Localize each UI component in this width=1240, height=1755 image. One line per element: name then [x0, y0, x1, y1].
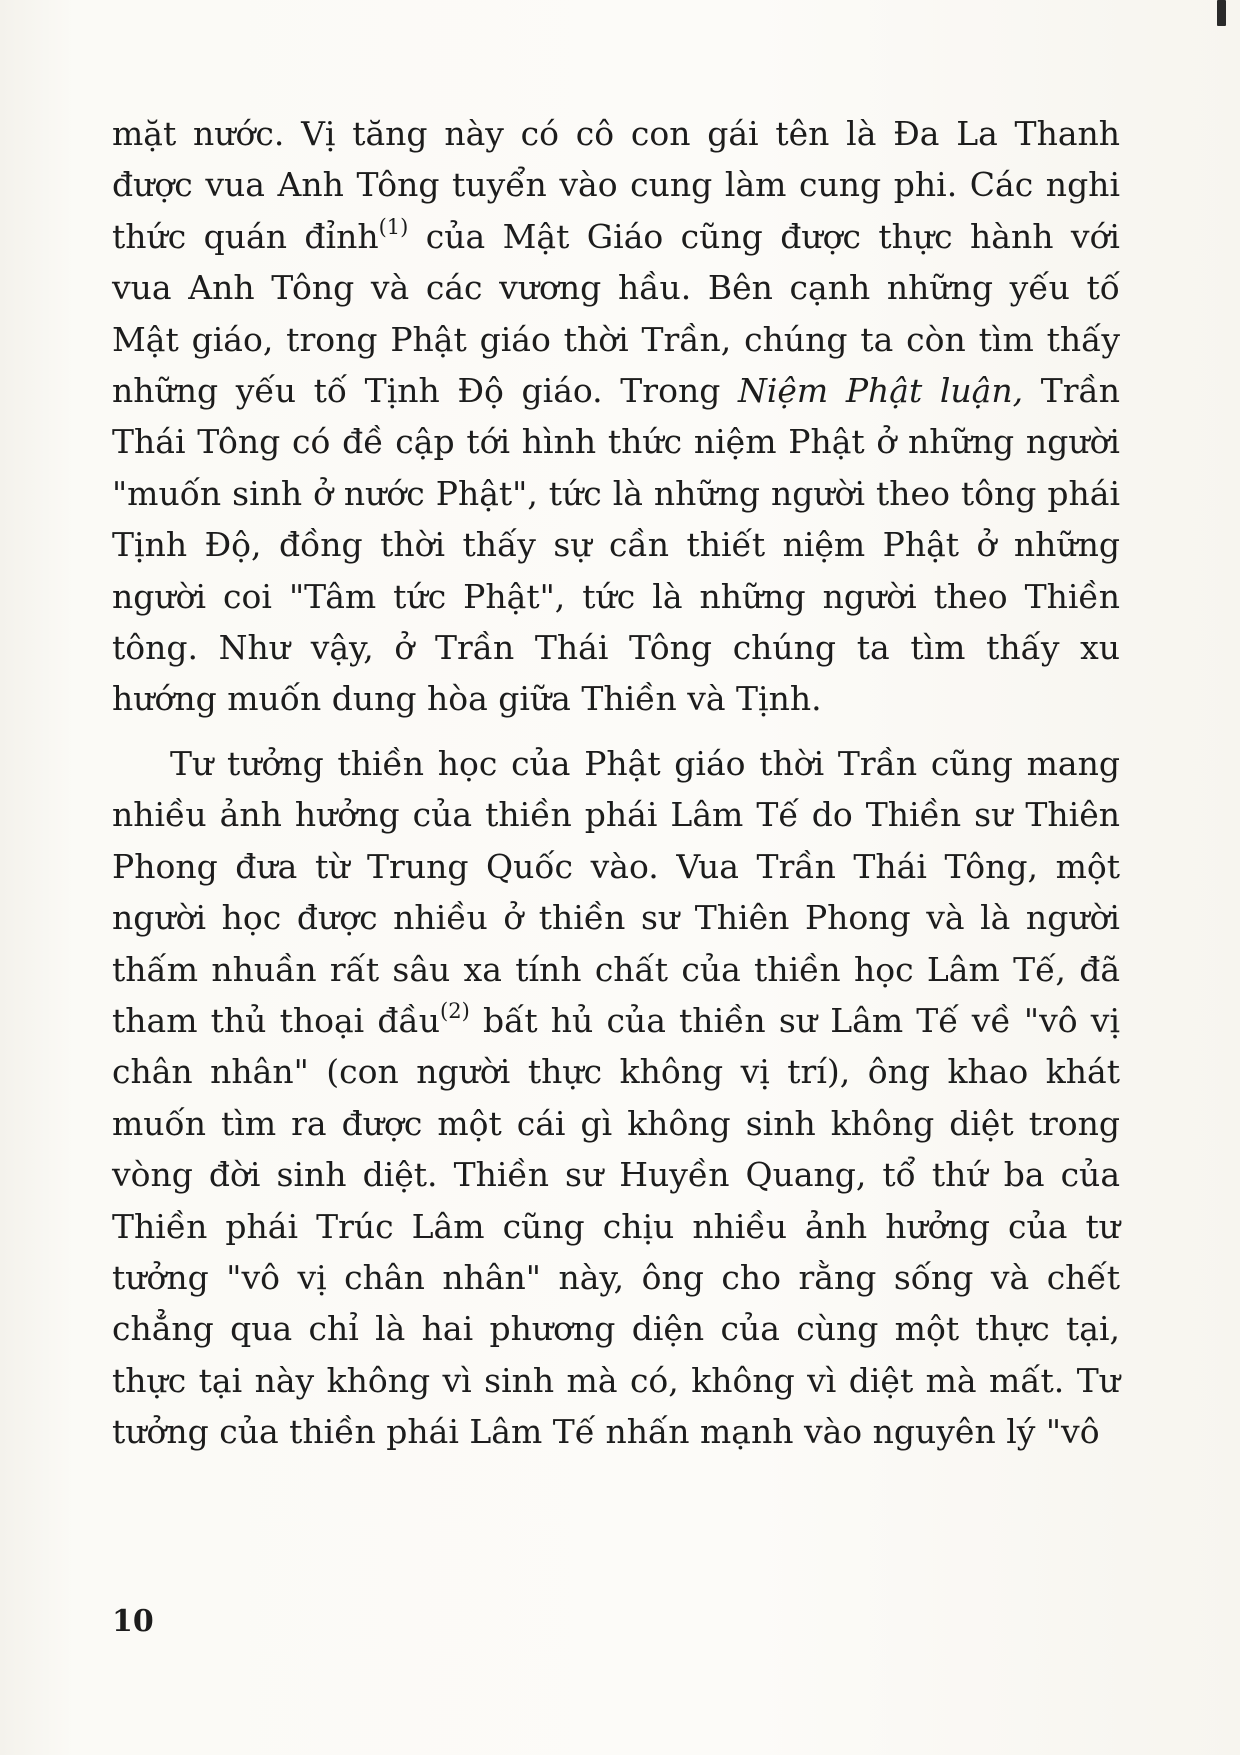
- book-title-niem-phat-luan: Niệm Phật luận,: [737, 371, 1024, 411]
- paragraph-1-part-3: Trần Thái Tông có đề cập tới hình thức niệm Phật ở những người "muốn sinh ở nước Phật", tức là những người theo tông phái Tịnh Độ, đồng thời thấy sự cần thiết niệm Phật ở những người coi "Tâm tức Phật", tức là những người theo Thiền tông. Như vậy, ở Trần Thái Tông chúng ta tìm thấy xu hướng muốn dung hòa giữa Thiền và Tịnh.: [112, 371, 1120, 719]
- body-text: [112, 108, 1120, 1458]
- paragraph-1-part-2: của Mật Giáo cũng được thực hành với vua Anh Tông và các vương hầu. Bên cạnh những yếu tố Mật giáo, trong Phật giáo thời Trần, chúng ta còn tìm thấy những yếu tố Tịnh Độ giáo. Trong: [112, 216, 1120, 411]
- paragraph-2-part-2: bất hủ của thiền sư Lâm Tế về "vô vị chân nhân" (con người thực không vị trí), ông khao khát muốn tìm ra được một cái gì không sinh không diệt trong vòng đời sinh diệt. Thiền sư Huyền Quang, tổ thứ ba của Thiền phái Trúc Lâm cũng chịu nhiều ảnh hưởng của tư tưởng "vô vị chân nhân" này, ông cho rằng sống và chết chẳng qua chỉ là hai phương diện của cùng một thực tại, thực tại này không vì sinh mà có, không vì diệt mà mất. Tư tưởng của thiền phái Lâm Tế nhấn mạnh vào nguyên lý "vô: [112, 1000, 1121, 1452]
- paragraph-1: [112, 108, 1120, 725]
- footnote-marker-1: (1): [378, 214, 409, 239]
- page-number: 10: [112, 1604, 154, 1639]
- paragraph-2: [112, 738, 1120, 1458]
- page-edge-mark: [1217, 0, 1226, 26]
- paragraph-1-part-1: mặt nước. Vị tăng này có cô con gái tên là Đa La Thanh được vua Anh Tông tuyển vào cung làm cung phi. Các nghi thức quán đỉnh: [112, 114, 1120, 256]
- paragraph-2-part-1: Tư tưởng thiền học của Phật giáo thời Trần cũng mang nhiều ảnh hưởng của thiền phái Lâm Tế do Thiền sư Thiên Phong đưa từ Trung Quốc vào. Vua Trần Thái Tông, một người học được nhiều ở thiền sư Thiên Phong và là người thấm nhuần rất sâu xa tính chất của thiền học Lâm Tế, đã tham thủ thoại đầu: [112, 743, 1120, 1040]
- footnote-marker-2: (2): [440, 998, 470, 1023]
